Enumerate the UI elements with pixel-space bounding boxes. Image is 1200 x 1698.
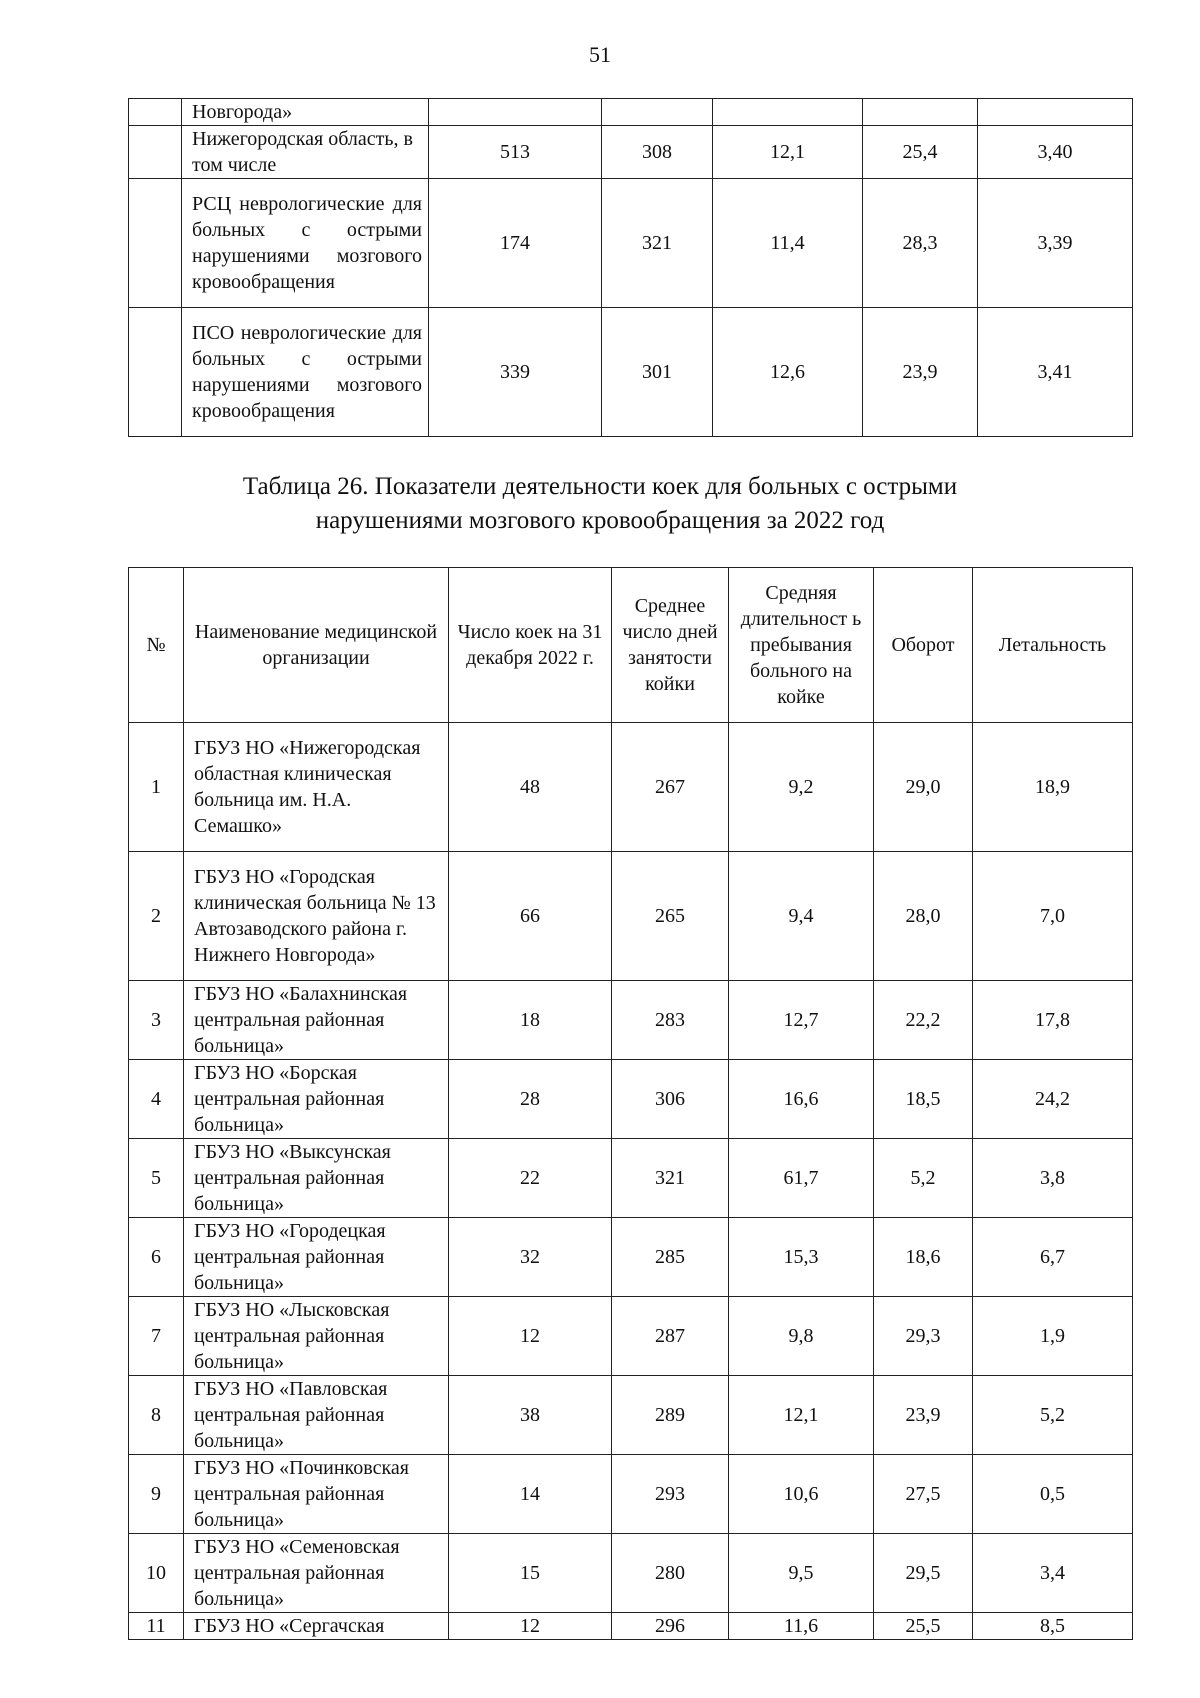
average-stay: 9,4 (729, 852, 874, 981)
bed-indicators-table (128, 567, 1133, 1640)
table-row (129, 1060, 1133, 1139)
page-number: 51 (589, 42, 611, 67)
occupancy-days (602, 99, 713, 126)
lethality: 7,0 (973, 852, 1133, 981)
organization-name: ГБУЗ НО «Борская центральная районная больница» (184, 1060, 449, 1139)
average-stay: 15,3 (729, 1218, 874, 1297)
turnover (863, 99, 978, 126)
row-number: 2 (129, 852, 184, 981)
beds-count: 66 (449, 852, 612, 981)
beds-count: 174 (429, 179, 602, 308)
caption-line-1: Таблица 26. Показатели деятельности коек для больных с острыми (242, 473, 958, 500)
beds-count: 15 (449, 1534, 612, 1613)
lethality: 8,5 (973, 1613, 1133, 1640)
turnover: 22,2 (874, 981, 973, 1060)
beds-count: 513 (429, 126, 602, 179)
turnover: 27,5 (874, 1455, 973, 1534)
occupancy-days: 287 (612, 1297, 729, 1376)
table-row (129, 1613, 1133, 1640)
row-number (129, 126, 182, 179)
table-row (129, 1534, 1133, 1613)
table-row (129, 723, 1133, 852)
row-number: 3 (129, 981, 184, 1060)
beds-count: 12 (449, 1297, 612, 1376)
occupancy-days: 285 (612, 1218, 729, 1297)
average-stay: 12,1 (713, 126, 863, 179)
turnover: 28,0 (874, 852, 973, 981)
table-row (129, 308, 1133, 437)
organization-name: ПСО неврологические для больных с острыми нарушениями мозгового кровообращения (182, 308, 429, 437)
table-row (129, 1376, 1133, 1455)
organization-name: ГБУЗ НО «Городецкая центральная районная больница» (184, 1218, 449, 1297)
average-stay: 12,6 (713, 308, 863, 437)
occupancy-days: 283 (612, 981, 729, 1060)
occupancy-days: 267 (612, 723, 729, 852)
lethality (978, 99, 1133, 126)
occupancy-days: 296 (612, 1613, 729, 1640)
turnover: 23,9 (863, 308, 978, 437)
beds-count: 38 (449, 1376, 612, 1455)
beds-count: 12 (449, 1613, 612, 1640)
lethality: 24,2 (973, 1060, 1133, 1139)
lethality: 0,5 (973, 1455, 1133, 1534)
turnover: 18,5 (874, 1060, 973, 1139)
occupancy-days: 308 (602, 126, 713, 179)
average-stay: 9,2 (729, 723, 874, 852)
occupancy-days: 265 (612, 852, 729, 981)
lethality: 17,8 (973, 981, 1133, 1060)
organization-name: ГБУЗ НО «Починковская центральная районная больница» (184, 1455, 449, 1534)
turnover: 29,5 (874, 1534, 973, 1613)
organization-name: РСЦ неврологические для больных с острыми нарушениями мозгового кровообращения (182, 179, 429, 308)
row-number: 5 (129, 1139, 184, 1218)
row-number: 9 (129, 1455, 184, 1534)
occupancy-days: 321 (612, 1139, 729, 1218)
lethality: 1,9 (973, 1297, 1133, 1376)
average-stay: 61,7 (729, 1139, 874, 1218)
table-row (129, 126, 1133, 179)
average-stay: 10,6 (729, 1455, 874, 1534)
turnover: 25,5 (874, 1613, 973, 1640)
organization-name: ГБУЗ НО «Нижегородская областная клиническая больница им. Н.А. Семашко» (184, 723, 449, 852)
lethality: 3,40 (978, 126, 1133, 179)
average-stay: 12,1 (729, 1376, 874, 1455)
table-row (129, 981, 1133, 1060)
row-number (129, 99, 182, 126)
beds-count (429, 99, 602, 126)
organization-name: ГБУЗ НО «Балахнинская центральная районная больница» (184, 981, 449, 1060)
row-number: 8 (129, 1376, 184, 1455)
header-occupancy-days: Среднее число дней занятости койки (612, 568, 729, 723)
row-number: 6 (129, 1218, 184, 1297)
table-row (129, 99, 1133, 126)
lethality: 6,7 (973, 1218, 1133, 1297)
lethality: 5,2 (973, 1376, 1133, 1455)
lethality: 18,9 (973, 723, 1133, 852)
continued-table (128, 98, 1133, 437)
lethality: 3,4 (973, 1534, 1133, 1613)
header-number: № (129, 568, 184, 723)
average-stay: 12,7 (729, 981, 874, 1060)
table-row (129, 179, 1133, 308)
table-row (129, 1218, 1133, 1297)
average-stay (713, 99, 863, 126)
average-stay: 16,6 (729, 1060, 874, 1139)
header-organization: Наименование медицинской организации (184, 568, 449, 723)
beds-count: 22 (449, 1139, 612, 1218)
organization-name: ГБУЗ НО «Выксунская центральная районная больница» (184, 1139, 449, 1218)
turnover: 28,3 (863, 179, 978, 308)
beds-count: 14 (449, 1455, 612, 1534)
beds-count: 18 (449, 981, 612, 1060)
row-number: 11 (129, 1613, 184, 1640)
beds-count: 28 (449, 1060, 612, 1139)
header-beds: Число коек на 31 декабря 2022 г. (449, 568, 612, 723)
row-number: 10 (129, 1534, 184, 1613)
row-number (129, 308, 182, 437)
header-lethality: Летальность (973, 568, 1133, 723)
occupancy-days: 321 (602, 179, 713, 308)
lethality: 3,8 (973, 1139, 1133, 1218)
average-stay: 9,8 (729, 1297, 874, 1376)
row-number: 4 (129, 1060, 184, 1139)
occupancy-days: 306 (612, 1060, 729, 1139)
beds-count: 339 (429, 308, 602, 437)
organization-name: ГБУЗ НО «Сергачская (184, 1613, 449, 1640)
table-row (129, 1455, 1133, 1534)
table-row (129, 1297, 1133, 1376)
turnover: 23,9 (874, 1376, 973, 1455)
header-turnover: Оборот (874, 568, 973, 723)
occupancy-days: 293 (612, 1455, 729, 1534)
organization-name: ГБУЗ НО «Семеновская центральная районная больница» (184, 1534, 449, 1613)
table-row (129, 852, 1133, 981)
turnover: 5,2 (874, 1139, 973, 1218)
average-stay: 11,4 (713, 179, 863, 308)
organization-name: ГБУЗ НО «Городская клиническая больница № 13 Автозаводского района г. Нижнего Новгорода» (184, 852, 449, 981)
beds-count: 32 (449, 1218, 612, 1297)
organization-name: ГБУЗ НО «Павловская центральная районная больница» (184, 1376, 449, 1455)
turnover: 25,4 (863, 126, 978, 179)
turnover: 18,6 (874, 1218, 973, 1297)
table-caption (0, 470, 1200, 538)
occupancy-days: 301 (602, 308, 713, 437)
beds-count: 48 (449, 723, 612, 852)
lethality: 3,39 (978, 179, 1133, 308)
occupancy-days: 289 (612, 1376, 729, 1455)
row-number: 7 (129, 1297, 184, 1376)
header-average-stay: Средняя длительност ь пребывания больного на койке (729, 568, 874, 723)
row-number (129, 179, 182, 308)
caption-line-2: нарушениями мозгового кровообращения за 2022 год (315, 507, 885, 534)
turnover: 29,3 (874, 1297, 973, 1376)
lethality: 3,41 (978, 308, 1133, 437)
occupancy-days: 280 (612, 1534, 729, 1613)
row-number: 1 (129, 723, 184, 852)
table-header-row (129, 568, 1133, 723)
organization-name: Новгорода» (182, 99, 429, 126)
turnover: 29,0 (874, 723, 973, 852)
average-stay: 9,5 (729, 1534, 874, 1613)
organization-name: ГБУЗ НО «Лысковская центральная районная больница» (184, 1297, 449, 1376)
organization-name: Нижегородская область, в том числе (182, 126, 429, 179)
table-row (129, 1139, 1133, 1218)
average-stay: 11,6 (729, 1613, 874, 1640)
